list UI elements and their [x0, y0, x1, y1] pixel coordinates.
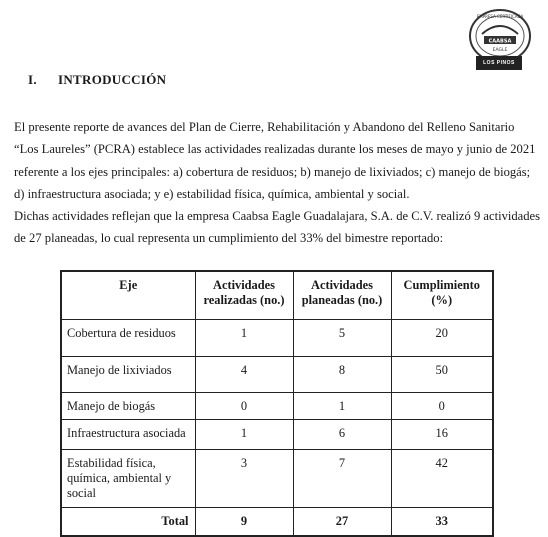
- total-cumplimiento: 33: [391, 507, 493, 536]
- cell-planeadas: 7: [293, 449, 391, 507]
- header-label: planeadas (no.): [301, 293, 383, 307]
- header-realizadas: [195, 271, 293, 319]
- cell-cumplimiento: 20: [391, 319, 493, 356]
- total-planeadas: 27: [293, 507, 391, 536]
- paragraph-line: Dichas actividades reflejan que la empresa Caabsa Eagle Guadalajara, S.A. de C.V. realizó 9 actividades: [14, 209, 541, 223]
- header-label: Eje: [119, 278, 138, 292]
- paragraph-line: “Los Laureles” (PCRA) establece las actividades realizadas durante los meses de mayo y junio de 2021: [14, 142, 536, 157]
- cell-eje-line: social: [67, 485, 96, 500]
- cell-eje: Manejo de biogás: [61, 392, 195, 419]
- table-total-row: [61, 507, 493, 536]
- table-header-row: [61, 271, 493, 319]
- cell-eje-line: química, ambiental y: [67, 470, 172, 485]
- cell-realizadas: 1: [195, 319, 293, 356]
- seal-caption: LOS PINOS: [476, 56, 522, 70]
- svg-text:CAABSA: CAABSA: [488, 38, 512, 45]
- cell-planeadas: 6: [293, 419, 391, 449]
- header-cumplimiento: [391, 271, 493, 319]
- cell-cumplimiento: 16: [391, 419, 493, 449]
- paragraph-line: de 27 planeadas, lo cual representa un cumplimiento del 33% del bimestre reportado:: [14, 231, 444, 246]
- cell-realizadas: 1: [195, 419, 293, 449]
- header-label: Actividades: [311, 278, 373, 292]
- table-row: [61, 392, 493, 419]
- cell-eje: Cobertura de residuos: [61, 319, 195, 356]
- cell-planeadas: 5: [293, 319, 391, 356]
- cell-eje: Manejo de lixiviados: [61, 356, 195, 392]
- total-label: Total: [61, 507, 195, 536]
- section-heading: [28, 72, 166, 88]
- header-label: realizadas (no.): [203, 293, 285, 307]
- section-number: I.: [28, 72, 37, 87]
- cell-cumplimiento: 42: [391, 449, 493, 507]
- cell-eje: Infraestructura asociada: [61, 419, 195, 449]
- header-label: (%): [431, 293, 453, 307]
- table-row: [61, 319, 493, 356]
- cell-cumplimiento: 0: [391, 392, 493, 419]
- cell-cumplimiento: 50: [391, 356, 493, 392]
- header-eje: [61, 271, 195, 319]
- intro-paragraph: [14, 116, 542, 206]
- cell-eje: [61, 449, 195, 507]
- header-label: Cumplimiento: [403, 278, 480, 292]
- summary-paragraph: [14, 205, 542, 250]
- table-row: [61, 419, 493, 449]
- paragraph-line: referente a los ejes principales: a) cobertura de residuos; b) manejo de lixiviados; c) manejo de biogás;: [14, 164, 531, 179]
- svg-text:EAGLE: EAGLE: [492, 48, 508, 53]
- table-row: [61, 449, 493, 507]
- paragraph-line: d) infraestructura asociada; y e) estabilidad física, química, ambiental y social.: [14, 187, 410, 202]
- cell-eje-line: Estabilidad física,: [67, 455, 156, 470]
- paragraph-line: El presente reporte de avances del Plan de Cierre, Rehabilitación y Abandono del Relleno Sanitario: [14, 120, 515, 134]
- activities-table: [60, 270, 494, 537]
- cell-planeadas: 1: [293, 392, 391, 419]
- section-title: INTRODUCCIÓN: [58, 72, 167, 87]
- header-planeadas: [293, 271, 391, 319]
- table-row: [61, 356, 493, 392]
- cell-realizadas: 3: [195, 449, 293, 507]
- cell-realizadas: 4: [195, 356, 293, 392]
- header-label: Actividades: [213, 278, 275, 292]
- cell-realizadas: 0: [195, 392, 293, 419]
- svg-text:EMPRESA CERTIFICADA: EMPRESA CERTIFICADA: [476, 14, 524, 19]
- cell-planeadas: 8: [293, 356, 391, 392]
- total-realizadas: 9: [195, 507, 293, 536]
